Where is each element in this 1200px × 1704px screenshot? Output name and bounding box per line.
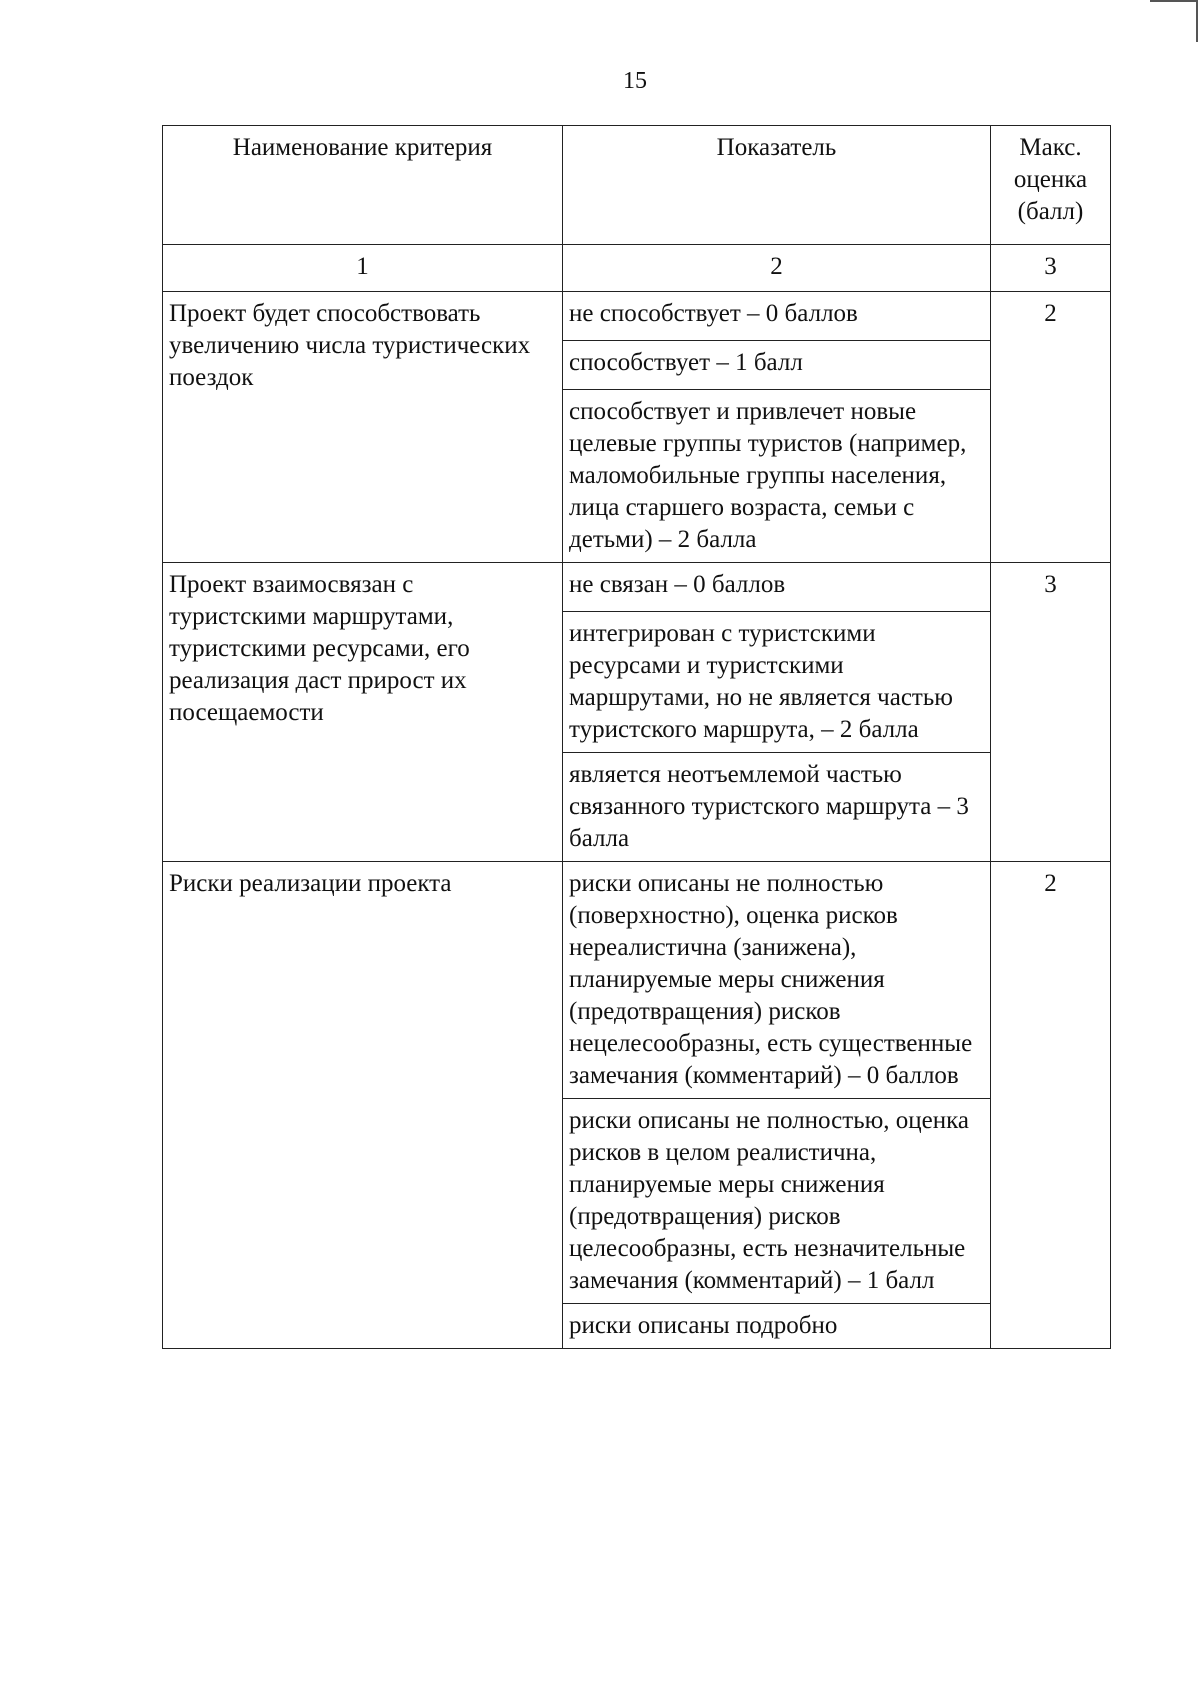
- indicator-cell: способствует – 1 балл: [563, 341, 991, 390]
- max-score-cell: 2: [991, 292, 1111, 563]
- indicator-cell: не способствует – 0 баллов: [563, 292, 991, 341]
- indicator-cell: является неотъемлемой частью связанного туристского маршрута – 3 балла: [563, 753, 991, 862]
- header-max-score: Макс. оценка (балл): [991, 126, 1111, 245]
- criterion-cell: Проект будет способствовать увеличению числа туристических поездок: [163, 292, 563, 563]
- indicator-cell: не связан – 0 баллов: [563, 563, 991, 612]
- max-score-cell: 3: [991, 563, 1111, 862]
- page-number: 15: [623, 68, 647, 94]
- column-number: 2: [563, 245, 991, 292]
- header-criterion: Наименование критерия: [163, 126, 563, 245]
- indicator-cell: интегрирован с туристскими ресурсами и туристскими маршрутами, но не является частью туристского маршрута, – 2 балла: [563, 612, 991, 753]
- header-row: [163, 126, 1111, 245]
- indicator-cell: риски описаны не полностью, оценка рисков в целом реалистична, планируемые меры снижения (предотвращения) рисков целесообразны, есть незначительные замечания (комментарий) – 1 балл: [563, 1099, 991, 1304]
- table-row: [163, 563, 1111, 612]
- indicator-cell: риски описаны не полностью (поверхностно), оценка рисков нереалистична (занижена), планируемые меры снижения (предотвращения) рисков нецелесообразны, есть существенные замечания (комментарий) – 0 баллов: [563, 862, 991, 1099]
- criterion-cell: Проект взаимосвязан с туристскими маршрутами, туристскими ресурсами, его реализация даст прирост их посещаемости: [163, 563, 563, 862]
- max-score-cell: 2: [991, 862, 1111, 1349]
- column-number-row: [163, 245, 1111, 292]
- indicator-cell: риски описаны подробно: [563, 1304, 991, 1349]
- criterion-cell: Риски реализации проекта: [163, 862, 563, 1349]
- indicator-cell: способствует и привлечет новые целевые группы туристов (например, маломобильные группы населения, лица старшего возраста, семьи с детьми) – 2 балла: [563, 390, 991, 563]
- column-number: 3: [991, 245, 1111, 292]
- column-number: 1: [163, 245, 563, 292]
- header-indicator: Показатель: [563, 126, 991, 245]
- table-row: [163, 862, 1111, 1099]
- table-row: [163, 292, 1111, 341]
- page-corner-mark: [1150, 0, 1198, 42]
- criteria-table: [162, 125, 1111, 1349]
